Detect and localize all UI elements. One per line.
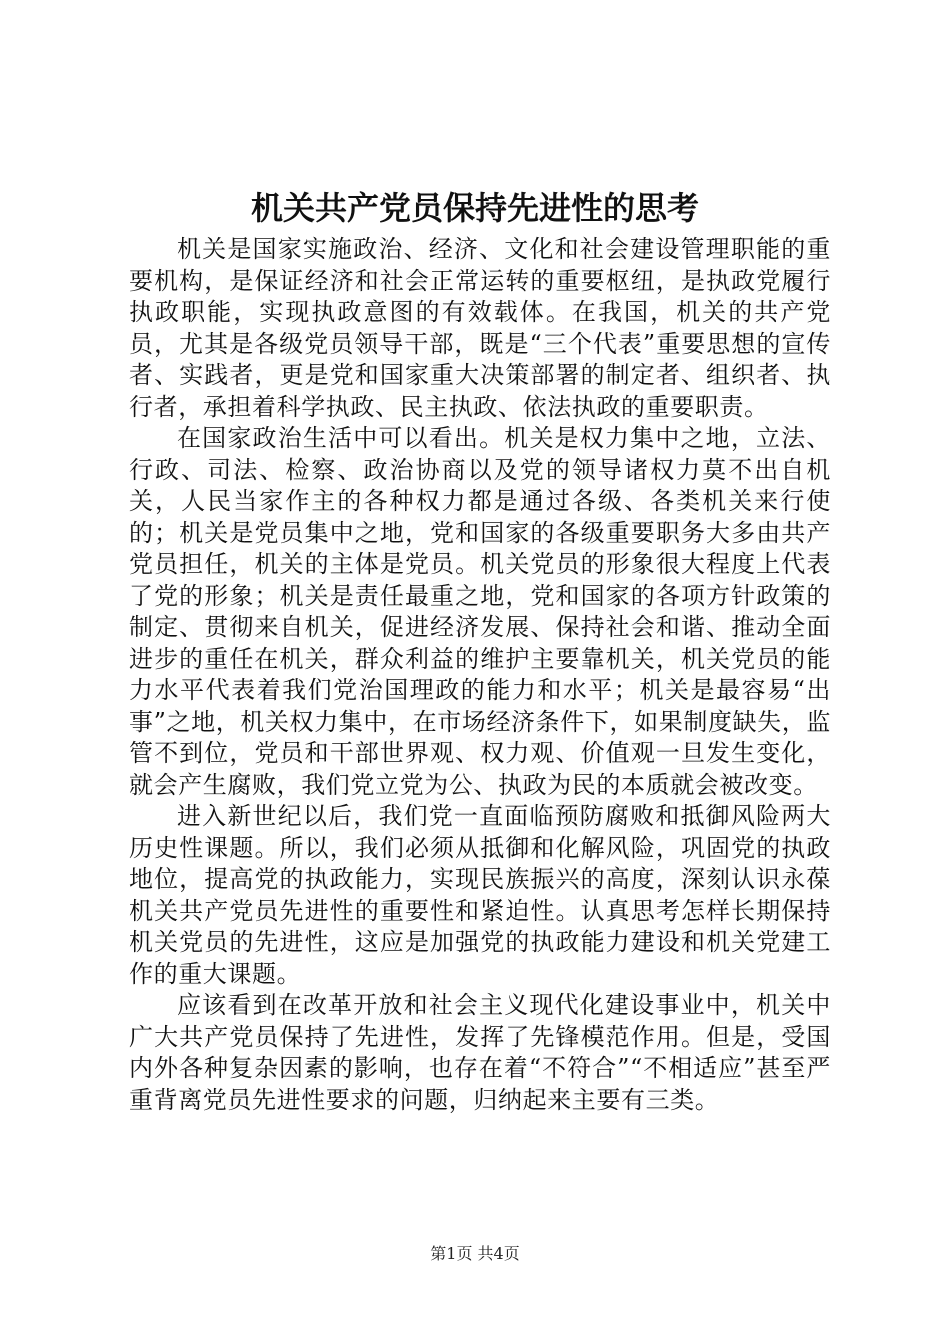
- paragraph-3: 进入新世纪以后，我们党一直面临预防腐败和抵御风险两大历史性课题。所以，我们必须从抵御和化解风险，巩固党的执政地位，提高党的执政能力，实现民族振兴的高度，深刻认识永葆机关共产党员先进性的重要性和紧迫性。认真思考怎样长期保持机关党员的先进性，这应是加强党的执政能力建设和机关党建工作的重大课题。: [129, 802, 831, 988]
- page-number-footer: 第1页 共4页: [430, 1244, 520, 1263]
- paragraph-1: 机关是国家实施政治、经济、文化和社会建设管理职能的重要机构，是保证经济和社会正常运转的重要枢纽，是执政党履行执政职能，实现执政意图的有效载体。在我国，机关的共产党员，尤其是各级党员领导干部，既是“三个代表”重要思想的宣传者、实践者，更是党和国家重大决策部署的制定者、组织者、执行者，承担着科学执政、民主执政、依法执政的重要职责。: [129, 235, 831, 421]
- document-title: 机关共产党员保持先进性的思考: [250, 189, 699, 227]
- paragraph-2: 在国家政治生活中可以看出。机关是权力集中之地，立法、行政、司法、检察、政治协商以及党的领导诸权力莫不出自机关，人民当家作主的各种权力都是通过各级、各类机关来行使的；机关是党员集中之地，党和国家的各级重要职务大多由共产党员担任，机关的主体是党员。机关党员的形象很大程度上代表了党的形象；机关是责任最重之地，党和国家的各项方针政策的制定、贯彻来自机关，促进经济发展、保持社会和谐、推动全面进步的重任在机关，群众利益的维护主要靠机关，机关党员的能力水平代表着我们党治国理政的能力和水平；机关是最容易“出事”之地，机关权力集中，在市场经济条件下，如果制度缺失，监管不到位，党员和干部世界观、权力观、价值观一旦发生变化，就会产生腐败，我们党立党为公、执政为民的本质就会被改变。: [129, 424, 831, 799]
- paragraph-4: 应该看到在改革开放和社会主义现代化建设事业中，机关中广大共产党员保持了先进性，发挥了先锋模范作用。但是，受国内外各种复杂因素的影响，也存在着“不符合”“不相适应”甚至严重背离党员先进性要求的问题，归纳起来主要有三类。: [129, 991, 831, 1114]
- document-body: [129, 234, 831, 1116]
